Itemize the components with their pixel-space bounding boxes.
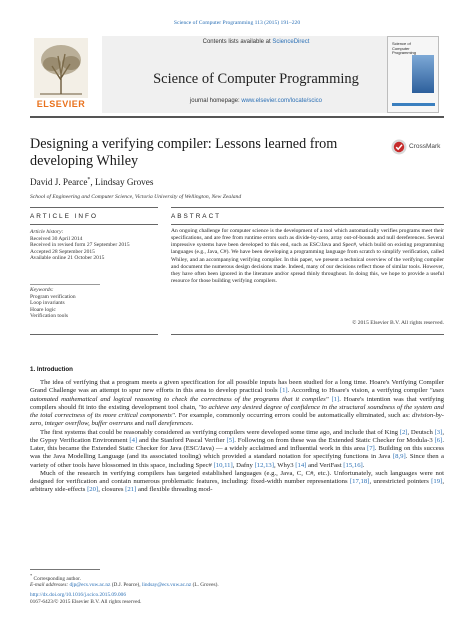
citation-link[interactable]: [4]	[129, 436, 138, 444]
history-revised: Received in revised form 27 September 2015	[30, 242, 130, 249]
author-pearce[interactable]: David J. Pearce	[30, 177, 88, 188]
citation-link[interactable]: [14]	[295, 461, 307, 469]
keywords-rule	[30, 284, 100, 285]
history-online: Available online 21 October 2015	[30, 255, 105, 262]
paragraph	[30, 379, 444, 429]
contents-line	[102, 39, 410, 45]
text-run: , Why3	[274, 461, 296, 469]
text-run: . Building on this success was the Java Modelling Language (and its associated tooling) which provided a standard notation for specifying functions in Java	[30, 445, 444, 461]
text-run: .	[362, 461, 365, 469]
keyword-item: Verification tools	[30, 313, 69, 320]
text-run: , Deutsch	[407, 428, 435, 436]
journal-reference[interactable]: Science of Computer Programming 113 (2015) 191–220	[173, 20, 301, 26]
keywords-head: Keywords:	[30, 287, 54, 293]
text-run: .	[191, 420, 194, 428]
text-run: . For example, commonly occurring errors could be automatically eliminated, such as:	[174, 412, 413, 419]
abstract-rule-top	[171, 207, 444, 208]
text-run: The idea of verifying that a program meets a given specification for all possible inputs has been studied for a long time. Hoare's Verifying Compiler Grand Challenge was an attempt to spur new efforts in this area to develop practical tools	[30, 379, 444, 395]
doi-line	[30, 592, 219, 599]
citation-link[interactable]: [3]	[434, 428, 443, 436]
publisher-name: ELSEVIER	[36, 99, 86, 109]
history-accepted: Accepted 28 September 2015	[30, 248, 95, 255]
quote: "to achieve any desired degree of confidence in the structural soundness of the system and the total correctness of its more critical components"	[30, 403, 444, 419]
quote: "uses automated mathematical and logical reasoning to check the correctness of the programs that it compiles"	[30, 387, 444, 403]
authors-line	[30, 177, 153, 187]
cover-title: Science of Computer Programming	[392, 41, 417, 56]
crossmark-icon	[391, 139, 407, 155]
keyword-item: Program verification	[30, 293, 76, 300]
homepage-prefix: journal homepage:	[189, 98, 242, 104]
text-run: and	[132, 420, 146, 428]
corresponding-author-note	[30, 573, 219, 582]
journal-header	[30, 36, 444, 113]
sciencedirect-link[interactable]: ScienceDirect	[272, 39, 310, 45]
text-run: . According to Hoare's vision, a verifying compiler	[287, 387, 430, 395]
footnote-mark: *	[30, 573, 33, 578]
paragraph	[30, 429, 444, 470]
homepage-line	[102, 98, 410, 104]
journal-cover-thumbnail	[387, 36, 439, 113]
text-run: and flexible threading mod-	[136, 486, 213, 494]
info-rule-top-left	[30, 207, 158, 208]
contents-prefix: Contents lists available at	[202, 39, 273, 45]
keyword-item: Loop invariants	[30, 300, 65, 307]
keywords-block	[30, 287, 140, 320]
body-rule-right	[171, 334, 444, 335]
text-run: , Dafny	[232, 461, 255, 469]
header-center-panel	[102, 36, 410, 113]
abstract-copyright: © 2015 Elsevier B.V. All rights reserved.	[352, 320, 444, 326]
author-separator: ,	[90, 177, 95, 188]
text-run: , unrestricted pointers	[369, 478, 432, 485]
emphasis: division-by-zero, integer overflow, buffer overruns	[30, 412, 444, 428]
header-rule	[30, 116, 444, 118]
issn-line: 0167-6423/© 2015 Elsevier B.V. All rights reserved.	[30, 598, 142, 605]
article-history	[30, 229, 140, 262]
citation-link[interactable]: [19]	[431, 478, 443, 485]
text-run: , closures	[98, 486, 126, 494]
footnotes	[30, 573, 219, 605]
text-run: . Following on from these was the Extended Static Checker for Modula-3	[234, 436, 435, 444]
citation-link[interactable]: [15,16]	[343, 461, 363, 469]
citation-link[interactable]: [17,18]	[349, 478, 370, 485]
citation-link[interactable]: [21]	[125, 486, 137, 494]
cover-art	[412, 55, 434, 93]
keyword-item: Hoare logic	[30, 306, 56, 313]
abstract-text: An ongoing challenge for computer science is the development of a tool which automatically verifies programs meet their specifications, and are free from runtime errors such as divide-by-zero, array out-of-bounds and null dereferences. Several impressive systems have been developed to this end, such as ESC/Java and Spec#, which build on existing programming languages (e.g., Java, C#). We have been developing a programming language from scratch to simplify verification, called Whiley, and an accompanying verifying compiler. In this paper, we present a technical overview of the verifying compiler and document the numerous design decisions made. Indeed, many of our decisions reflect those of similar tools. However, they have often been ignored in the literature and/or spread thinly throughout. In doing this, we hope to provide a useful resource for those building verifying compilers.	[171, 228, 444, 285]
section-heading-introduction: 1. Introduction	[30, 366, 73, 373]
footnote-rule	[30, 569, 100, 570]
text-run: . Since then a variety of other tools have blossomed in this space, including Spec#	[30, 453, 445, 469]
text-run: Much of the research in verifying compilers has targeted established languages (e.g., Java, C, C#, etc.). Unfortunately, such languages were not designed for verification and contain numerous problematic features, including: fixed-width number representations	[30, 469, 444, 485]
citation-link[interactable]: [7]	[366, 445, 375, 452]
citation-link[interactable]: [8,9]	[392, 453, 406, 461]
text-run: , arbitrary side-effects	[30, 478, 444, 494]
doi-link[interactable]: http://dx.doi.org/10.1016/j.scico.2015.09.006	[30, 591, 126, 598]
author-groves[interactable]: Lindsay Groves	[95, 177, 154, 188]
emphasis: null dereferences	[145, 420, 192, 428]
citation-link[interactable]: [10,11]	[213, 461, 233, 469]
text-run: . Hoare's intention was that verifying compilers should fit into the existing development tool chain,	[30, 395, 445, 411]
elsevier-tree-logo	[30, 36, 92, 113]
introduction-body	[30, 379, 444, 495]
email-link-groves[interactable]: lindsay@ecs.vuw.ac.nz	[141, 582, 192, 589]
paper-title: Designing a verifying compiler: Lessons learned from developing Whiley	[30, 136, 338, 169]
info-rule-mid-left	[30, 224, 158, 225]
article-history-head: Article history:	[30, 229, 64, 235]
cover-bar	[392, 103, 435, 106]
citation-link[interactable]: [6]	[434, 436, 443, 444]
text-run: and VeriFast	[306, 461, 344, 469]
text-run: . Later, this became the Extended Static Checker for Java (ESC/Java) — a widely acclaimed and influential work in this area	[30, 436, 444, 452]
corresponding-mark[interactable]: *	[87, 177, 91, 183]
affiliation: School of Engineering and Computer Science, Victoria University of Wellington, New Zealand	[30, 194, 242, 200]
text-run: (L. Groves).	[191, 582, 219, 589]
citation-link[interactable]: [1]	[331, 395, 340, 403]
citation-link[interactable]: [5]	[226, 436, 235, 444]
paragraph	[30, 470, 444, 495]
citation-link[interactable]: [1]	[279, 387, 288, 395]
text-run: Corresponding author.	[33, 575, 81, 582]
email-note	[30, 582, 219, 589]
text-run: , the Gypsy Verification Environment	[30, 428, 444, 444]
citation-link[interactable]: [20]	[87, 486, 99, 494]
article-info-label: ARTICLE INFO	[30, 213, 98, 220]
journal-title: Science of Computer Programming	[153, 71, 359, 87]
citation-link[interactable]: [2]	[399, 428, 408, 436]
history-received: Received 30 April 2014	[30, 235, 83, 242]
email-link-pearce[interactable]: djp@ecs.vuw.ac.nz	[69, 582, 111, 589]
citation-link[interactable]: [12,13]	[254, 461, 275, 469]
crossmark-label: CrossMark	[409, 143, 441, 150]
journal-homepage-link[interactable]: www.elsevier.com/locate/scico	[241, 98, 323, 104]
abstract-rule-mid	[171, 224, 444, 225]
email-head: E-mail addresses:	[30, 582, 70, 589]
text-run: The first systems that could be reasonably considered as verifying compilers were developed some time ago, and include that of King	[40, 428, 400, 436]
abstract-label: ABSTRACT	[171, 213, 222, 220]
text-run: (D.J. Pearce),	[110, 582, 142, 589]
body-rule-left	[30, 334, 158, 335]
text-run: and the Stanford Pascal Verifier	[137, 436, 227, 444]
crossmark-badge[interactable]	[391, 139, 443, 155]
